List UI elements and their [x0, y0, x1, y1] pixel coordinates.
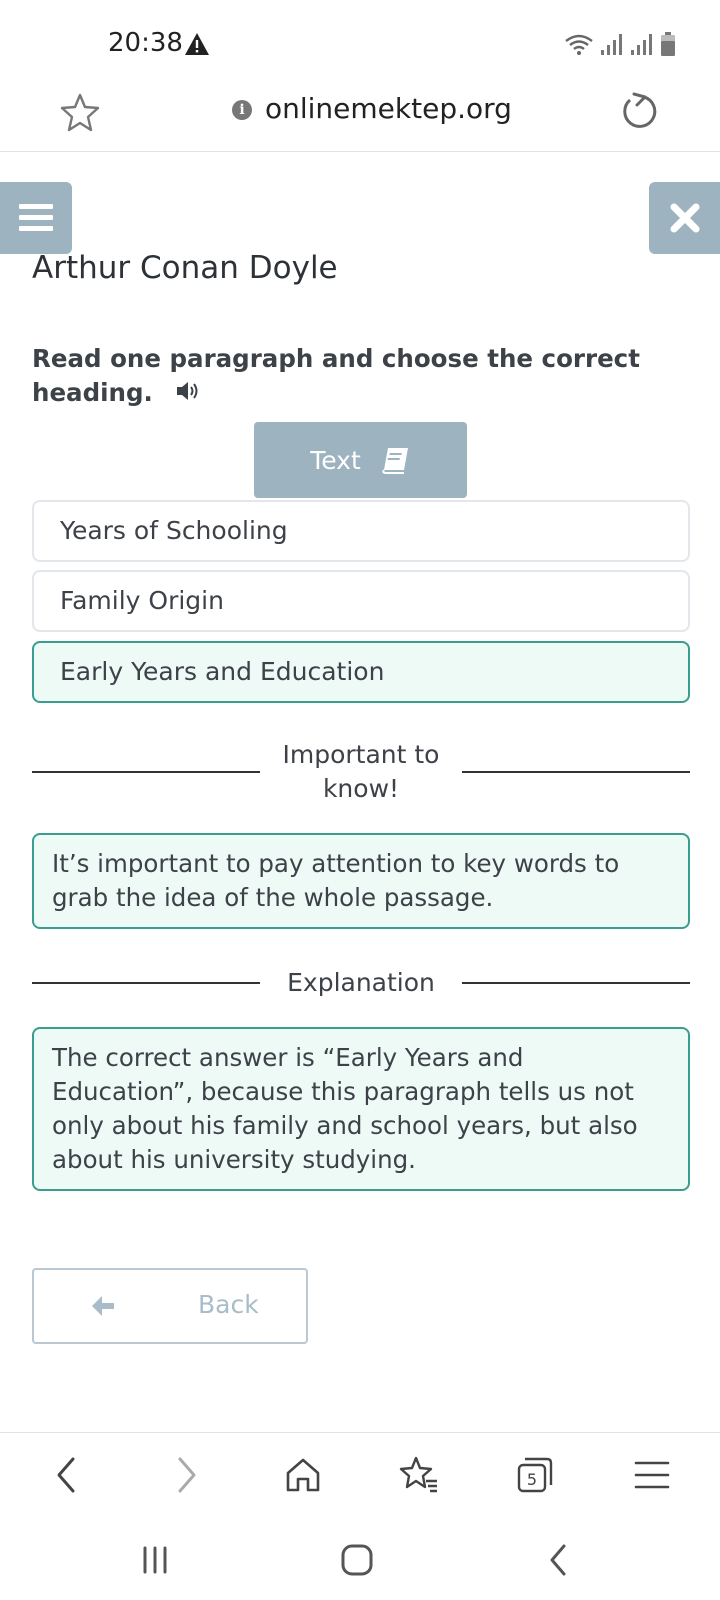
answer-option-correct[interactable]: Early Years and Education: [32, 641, 690, 703]
arrow-left-icon: [90, 1294, 116, 1318]
reload-icon[interactable]: [618, 90, 662, 134]
close-icon: [649, 182, 720, 254]
answer-option[interactable]: Family Origin: [32, 570, 690, 632]
tabs-icon[interactable]: [515, 1455, 555, 1495]
bookmark-star-icon[interactable]: [60, 92, 100, 132]
menu-button[interactable]: [0, 182, 72, 254]
task-instruction: [32, 342, 672, 410]
status-bar: [0, 0, 720, 78]
browser-url-bar: [0, 78, 720, 152]
important-box: It’s important to pay attention to key words to grab the idea of the whole passage.: [32, 833, 690, 929]
book-icon: [381, 446, 411, 474]
signal-icon: [600, 32, 624, 56]
instruction-text: Read one paragraph and choose the correct heading.: [32, 344, 640, 407]
hamburger-icon: [0, 182, 72, 254]
forward-nav-icon[interactable]: [166, 1455, 206, 1495]
recent-apps-icon[interactable]: [137, 1542, 173, 1578]
divider-line: [32, 982, 260, 984]
android-nav-bar: [0, 1516, 720, 1600]
site-info-icon[interactable]: i: [232, 100, 252, 120]
tabs-count: 5: [526, 1470, 538, 1489]
divider-line: [32, 771, 260, 773]
warning-icon: [184, 32, 210, 56]
divider-line: [462, 771, 690, 773]
battery-icon: [660, 32, 676, 56]
explanation-divider: [32, 966, 690, 1000]
status-time: 20:38: [108, 28, 183, 58]
back-nav-icon[interactable]: [47, 1455, 87, 1495]
divider-line: [462, 982, 690, 984]
important-divider: [32, 738, 690, 806]
system-back-icon[interactable]: [540, 1542, 576, 1578]
close-button[interactable]: [649, 182, 720, 254]
answer-option[interactable]: Years of Schooling: [32, 500, 690, 562]
explanation-heading: Explanation: [287, 968, 435, 997]
bookmarks-icon[interactable]: [399, 1455, 439, 1495]
page-title: Arthur Conan Doyle: [32, 250, 338, 286]
home-icon[interactable]: [283, 1455, 323, 1495]
url-text[interactable]: onlinemektep.org: [265, 92, 512, 125]
speaker-icon[interactable]: [175, 379, 203, 403]
important-heading: Important to know!: [282, 740, 440, 803]
browser-toolbar: [0, 1432, 720, 1516]
signal-icon: [630, 32, 654, 56]
explanation-box: The correct answer is “Early Years and Education”, because this paragraph tells us not only about his family and school years, but also about his university studying.: [32, 1027, 690, 1191]
text-button-label: Text: [310, 445, 361, 475]
status-icons: [564, 30, 676, 56]
back-button[interactable]: [32, 1268, 308, 1344]
wifi-icon: [564, 32, 594, 56]
back-label: Back: [198, 1290, 259, 1319]
open-text-button[interactable]: [254, 422, 467, 498]
home-nav-icon[interactable]: [339, 1542, 375, 1578]
browser-menu-icon[interactable]: [632, 1455, 672, 1495]
